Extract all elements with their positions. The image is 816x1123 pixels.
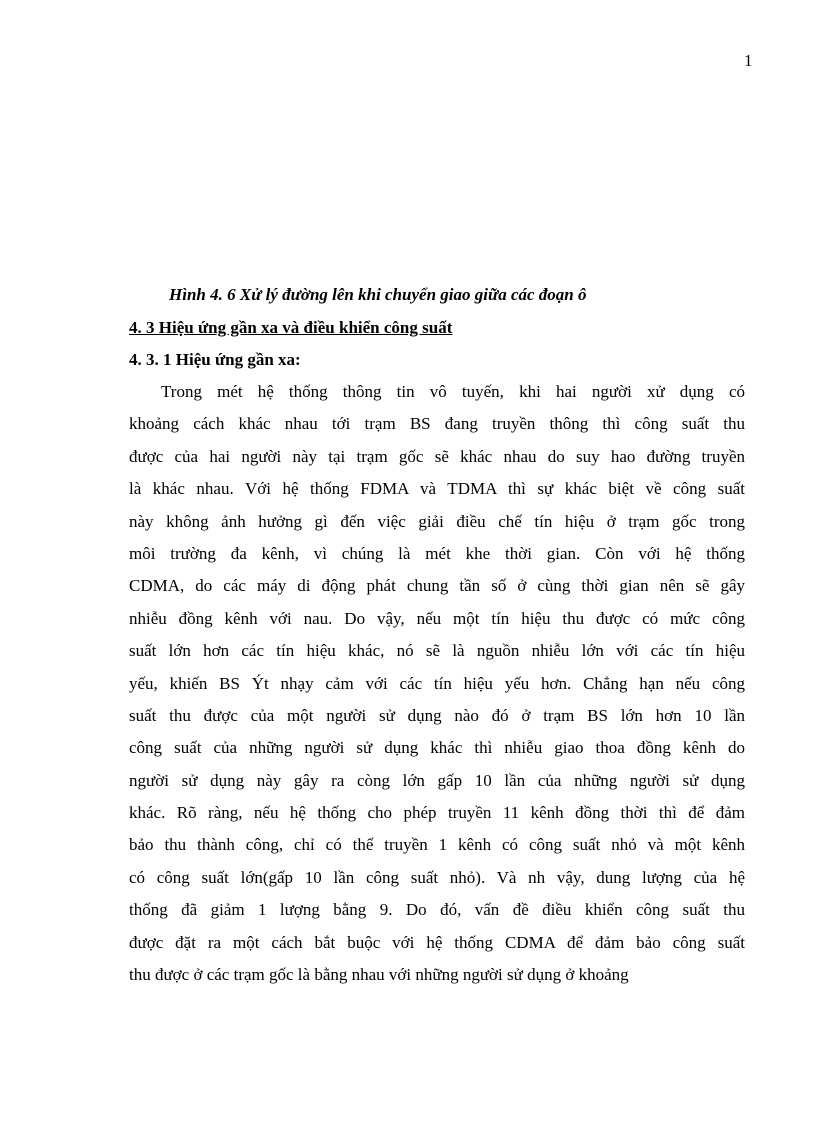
subsection-heading: 4. 3. 1 Hiệu ứng gần xa: <box>129 350 301 369</box>
paragraph-line: khoảng cách khác nhau tới trạm BS đang truyền thông thì công suất thu <box>129 414 745 434</box>
paragraph-line: này không ảnh hưởng gì đến việc giải điều chế tín hiệu ở trạm gốc trong <box>129 511 745 531</box>
paragraph-line: khác. Rõ ràng, nếu hệ thống cho phép truyền 11 kênh đồng thời thì để đảm <box>129 803 745 823</box>
paragraph-line: suất lớn hơn các tín hiệu khác, nó sẽ là nguồn nhiễu lớn với các tín hiệu <box>129 641 745 661</box>
paragraph-line: thống đã giảm 1 lượng bằng 9. Do đó, vấn đề điều khiển công suất thu <box>129 900 745 920</box>
paragraph-line: được đặt ra một cách bắt buộc với hệ thống CDMA để đảm bảo công suất <box>129 932 745 952</box>
paragraph-line: bảo thu thành công, chỉ có thể truyền 1 kênh có công suất nhỏ và một kênh <box>129 835 745 855</box>
paragraph-line: suất thu được của một người sử dụng nào đó ở trạm BS lớn hơn 10 lần <box>129 705 745 725</box>
paragraph-line: nhiễu đồng kênh với nau. Do vậy, nếu một tín hiệu thu được có mức công <box>129 608 745 628</box>
paragraph-line: Trong mét hệ thống thông tin vô tuyến, khi hai người xử dụng có <box>161 382 745 401</box>
figure-caption: Hình 4. 6 Xử lý đường lên khi chuyển giao giữa các đoạn ô <box>169 285 587 304</box>
body-paragraph <box>129 382 745 997</box>
page-number: 1 <box>744 51 753 70</box>
paragraph-line: thu được ở các trạm gốc là bằng nhau với những người sử dụng ở khoảng <box>129 965 629 985</box>
paragraph-line: môi trường đa kênh, vì chúng là mét khe thời gian. Còn với hệ thống <box>129 543 745 563</box>
paragraph-line: có công suất lớn(gấp 10 lần công suất nhỏ). Và nh vậy, dung lượng của hệ <box>129 867 745 887</box>
paragraph-line: công suất của những người sử dụng khác thì nhiễu giao thoa đồng kênh do <box>129 738 745 758</box>
section-heading: 4. 3 Hiệu ứng gần xa và điều khiển công suất <box>129 318 453 337</box>
paragraph-line: là khác nhau. Với hệ thống FDMA và TDMA thì sự khác biệt về công suất <box>129 479 745 499</box>
paragraph-line: yếu, khiến BS Ýt nhạy cảm với các tín hiệu yếu hơn. Chẳng hạn nếu công <box>129 673 745 693</box>
paragraph-line: CDMA, do các máy di động phát chung tần số ở cùng thời gian nên sẽ gây <box>129 576 745 596</box>
paragraph-line: được của hai người này tại trạm gốc sẽ khác nhau do suy hao đường truyền <box>129 446 745 466</box>
paragraph-line: người sử dụng này gây ra còng lớn gấp 10 lần của những người sử dụng <box>129 770 745 790</box>
